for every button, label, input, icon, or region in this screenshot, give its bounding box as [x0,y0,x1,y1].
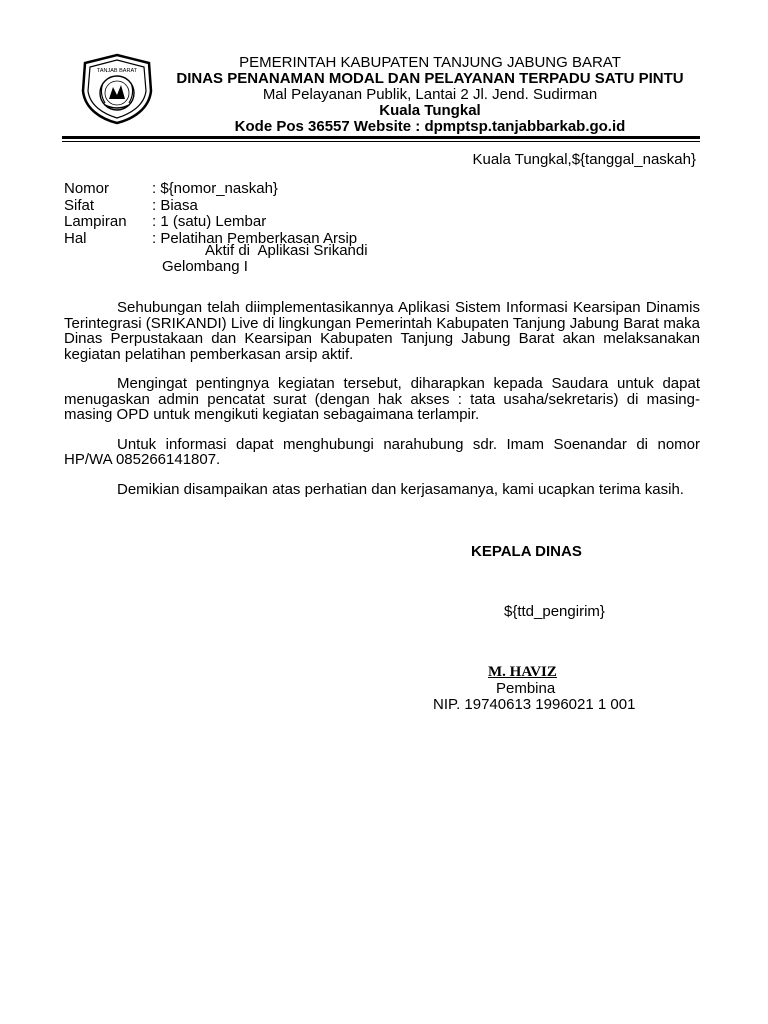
body-paragraph: Mengingat pentingnya kegiatan tersebut, diharapkan kepada Saudara untuk dapat menugaskan admin pencatat surat (dengan hak akses : tata usaha/sekretaris) di masing-masing OPD untuk mengikuti kegiatan sebagaimana terlampir. [64,375,700,423]
svg-text:TANJAB BARAT: TANJAB BARAT [96,68,138,74]
letterhead-rule-thick [62,136,700,139]
meta-row-lampiran [64,214,357,231]
meta-row-nomor [64,181,357,198]
signatory-rank: Pembina [496,680,556,697]
meta-value: : 1 (satu) Lembar [152,213,267,230]
meta-value: : Biasa [152,196,198,214]
letter-meta [64,181,357,247]
body-paragraph: Untuk informasi dapat menghubungi narahubung sdr. Imam Soenandar di nomor HP/WA 085266141807. [64,435,700,468]
letterhead-government: PEMERINTAH KABUPATEN TANJUNG JABUNG BARAT [239,54,621,71]
signatory-nip: NIP. 19740613 1996021 1 001 [433,696,636,713]
meta-row-sifat [64,198,357,215]
meta-key: Hal [64,229,87,247]
meta-key: Nomor [64,180,110,197]
letterhead-rule-thin [62,141,700,142]
letterhead-city: Kuala Tungkal [379,102,481,119]
meta-value: : Pelatihan Pemberkasan Arsip [152,229,358,247]
signatory-title: KEPALA DINAS [471,543,582,560]
meta-value: : ${nomor_naskah} [152,180,278,197]
body-paragraph: Demikian disampaikan atas perhatian dan kerjasamanya, kami ucapkan terima kasih. [117,480,684,498]
meta-key: Sifat [64,196,95,214]
place-and-date: Kuala Tungkal,${tanggal_naskah} [472,151,696,168]
signatory-name: M. HAVIZ [488,664,557,680]
body-paragraph: Sehubungan telah diimplementasikannya Aplikasi Sistem Informasi Kearsipan Dinamis Terintegrasi (SRIKANDI) Live di lingkungan Pemerintah Kabupaten Tanjung Jabung Barat maka Dinas Perpustakaan dan Kearsipan Kabupaten Tanjung Jabung Barat akan melaksanakan kegiatan pelatihan pemberkasan arsip aktif. [64,299,700,363]
letterhead-postal-website: Kode Pos 36557 Website : dpmptsp.tanjabbarkab.go.id [234,118,626,135]
letterhead-address: Mal Pelayanan Publik, Lantai 2 Jl. Jend. Sudirman [262,86,598,103]
letter-body [64,300,700,511]
signature-placeholder: ${ttd_pengirim} [504,603,605,620]
regency-seal-logo [79,53,155,125]
meta-key: Lampiran [64,213,127,230]
letterhead [160,55,700,135]
letterhead-agency: DINAS PENANAMAN MODAL DAN PELAYANAN TERPADU SATU PINTU [176,70,684,87]
subject-continued-line1: Aktif di Aplikasi Srikandi [205,242,368,259]
subject-continued-line2: Gelombang I [162,258,248,275]
